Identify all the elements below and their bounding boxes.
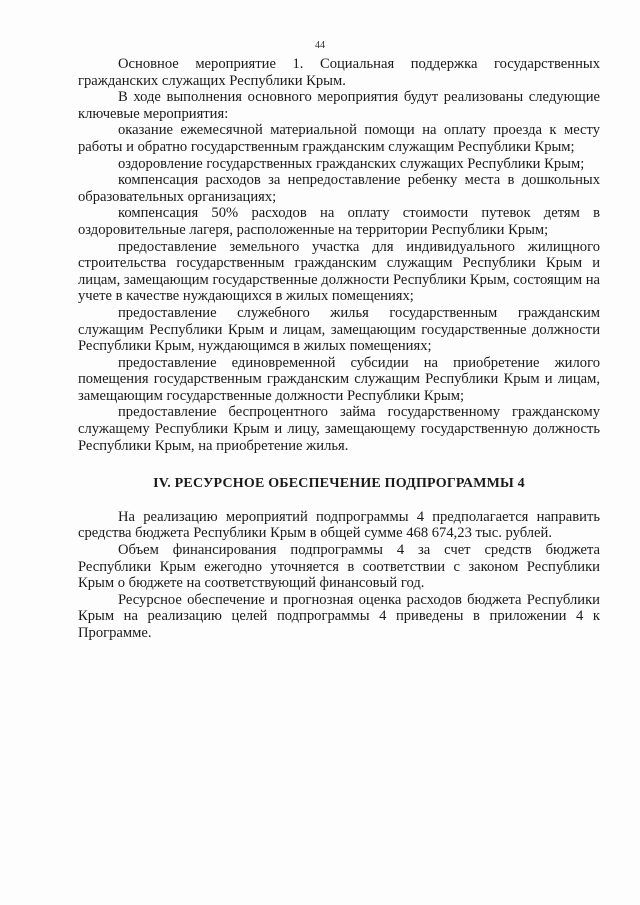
list-item-kindergarten-compensation: компенсация расходов за непредоставление ребенку места в дошкольных образовательных организациях; <box>78 172 600 205</box>
resource-section <box>78 509 600 642</box>
section-heading: IV. РЕСУРСНОЕ ОБЕСПЕЧЕНИЕ ПОДПРОГРАММЫ 4 <box>153 476 525 492</box>
paragraph-funding-total: На реализацию мероприятий подпрограммы 4 предполагается направить средства бюджета Республики Крым в общей сумме 468 674,23 тыс. рублей. <box>78 508 600 542</box>
list-item-camp-vouchers: компенсация 50% расходов на оплату стоимости путевок детям в оздоровительные лагеря, расположенные на территории Республики Крым; <box>78 205 600 238</box>
list-item-land-plot: предоставление земельного участка для индивидуального жилищного строительства государственным гражданским служащим Республики Крым и лицам, замещающим государственные должности Республики Крым, состоящим на учете в качестве нуждающихся в жилых помещениях; <box>78 238 600 305</box>
list-item-travel-assistance: оказание ежемесячной материальной помощи на оплату проезда к месту работы и обратно государственным гражданским служащим Республики Крым; <box>78 122 600 155</box>
list-item-health-improvement: оздоровление государственных гражданских служащих Республики Крым; <box>118 155 585 172</box>
list-item-service-housing: предоставление служебного жилья государственным гражданским служащим Республики Крым и лицам, замещающим государственные должности Республики Крым, нуждающимся в жилых помещениях; <box>78 304 600 355</box>
list-item-interest-free-loan: предоставление беспроцентного займа государственному гражданскому служащему Республики Крым и лицу, замещающему государственную должность Республики Крым, на приобретение жилья. <box>78 404 600 454</box>
page-number: 44 <box>315 40 325 51</box>
paragraph-key-activities-intro: В ходе выполнения основного мероприятия будут реализованы следующие ключевые мероприятия: <box>78 89 600 122</box>
paragraph-funding-annual: Объем финансирования подпрограммы 4 за счет средств бюджета Республики Крым ежегодно уточняется в соответствии с законом Республики Крым о бюджете на соответствующий финансовый год. <box>78 542 600 592</box>
list-item-housing-subsidy: предоставление единовременной субсидии на приобретение жилого помещения государственным гражданским служащим Республики Крым и лицам, замещающим государственные должности Республики Крым; <box>78 354 600 404</box>
paragraph-resource-appendix: Ресурсное обеспечение и прогнозная оценка расходов бюджета Республики Крым на реализацию целей подпрограммы 4 приведены в приложении 4 к Программе. <box>78 591 600 641</box>
paragraph-main-activity: Основное мероприятие 1. Социальная поддержка государственных гражданских служащих Республики Крым. <box>78 56 600 89</box>
document-body <box>78 56 600 642</box>
